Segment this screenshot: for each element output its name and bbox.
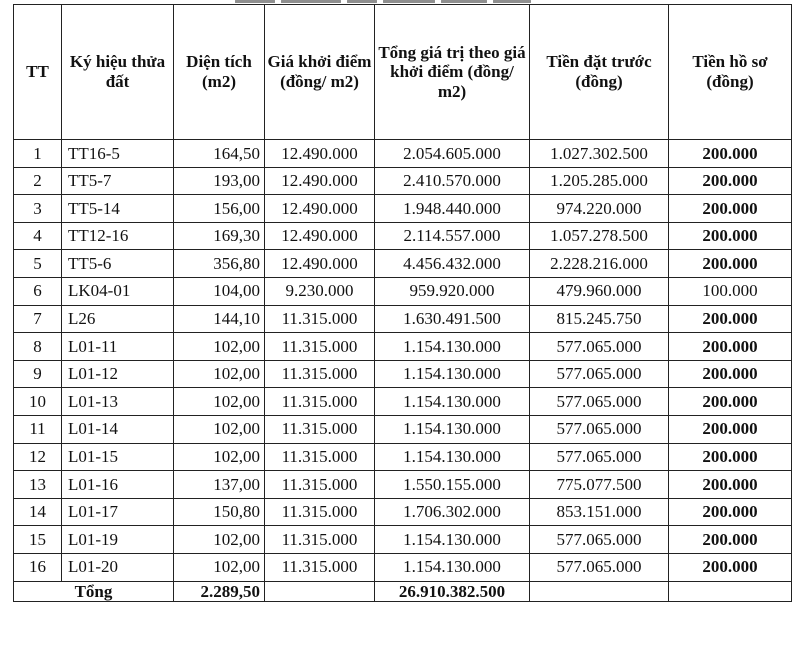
cell-total-value: 2.114.557.000 [375, 222, 530, 250]
cell-tt: 8 [14, 333, 62, 361]
table-row [14, 195, 792, 223]
total-empty-cell [530, 581, 669, 602]
table-row [14, 140, 792, 168]
header-plot-code: Ký hiệu thửa đất [62, 5, 174, 140]
cell-total-value: 1.630.491.500 [375, 305, 530, 333]
table-row [14, 360, 792, 388]
cell-deposit: 577.065.000 [530, 388, 669, 416]
table-row [14, 277, 792, 305]
cell-area: 102,00 [174, 415, 265, 443]
cell-start-price: 12.490.000 [265, 167, 375, 195]
cell-tt: 10 [14, 388, 62, 416]
cell-area: 104,00 [174, 277, 265, 305]
cell-dossier-fee: 100.000 [669, 277, 792, 305]
table-row [14, 526, 792, 554]
cell-start-price: 11.315.000 [265, 526, 375, 554]
cell-start-price: 11.315.000 [265, 305, 375, 333]
cell-deposit: 1.205.285.000 [530, 167, 669, 195]
cell-tt: 1 [14, 140, 62, 168]
cell-total-value: 1.706.302.000 [375, 498, 530, 526]
cell-area: 102,00 [174, 526, 265, 554]
cell-dossier-fee: 200.000 [669, 195, 792, 223]
cell-plot-code: L26 [62, 305, 174, 333]
cell-total-value: 1.154.130.000 [375, 415, 530, 443]
header-start-price: Giá khởi điểm (đồng/ m2) [265, 5, 375, 140]
cell-deposit: 775.077.500 [530, 471, 669, 499]
cell-area: 102,00 [174, 388, 265, 416]
cell-start-price: 11.315.000 [265, 471, 375, 499]
cell-area: 164,50 [174, 140, 265, 168]
cell-total-value: 959.920.000 [375, 277, 530, 305]
cell-plot-code: L01-20 [62, 553, 174, 581]
total-label: Tổng [14, 581, 174, 602]
cell-plot-code: L01-19 [62, 526, 174, 554]
cell-dossier-fee: 200.000 [669, 305, 792, 333]
cell-dossier-fee: 200.000 [669, 553, 792, 581]
cell-tt: 7 [14, 305, 62, 333]
cell-tt: 11 [14, 415, 62, 443]
cell-deposit: 577.065.000 [530, 526, 669, 554]
table-row [14, 250, 792, 278]
cell-plot-code: L01-17 [62, 498, 174, 526]
cell-deposit: 974.220.000 [530, 195, 669, 223]
cell-area: 193,00 [174, 167, 265, 195]
table-header-row [14, 5, 792, 140]
cell-start-price: 11.315.000 [265, 498, 375, 526]
cell-area: 144,10 [174, 305, 265, 333]
cell-dossier-fee: 200.000 [669, 250, 792, 278]
total-empty-cell [265, 581, 375, 602]
cropped-text-above [235, 0, 565, 3]
cell-area: 137,00 [174, 471, 265, 499]
table-row [14, 498, 792, 526]
cell-start-price: 9.230.000 [265, 277, 375, 305]
cell-tt: 9 [14, 360, 62, 388]
cell-deposit: 853.151.000 [530, 498, 669, 526]
cell-deposit: 815.245.750 [530, 305, 669, 333]
total-area: 2.289,50 [174, 581, 265, 602]
table-row [14, 305, 792, 333]
cell-tt: 5 [14, 250, 62, 278]
cell-dossier-fee: 200.000 [669, 140, 792, 168]
cell-tt: 2 [14, 167, 62, 195]
cell-dossier-fee: 200.000 [669, 388, 792, 416]
cell-tt: 14 [14, 498, 62, 526]
cell-plot-code: TT16-5 [62, 140, 174, 168]
table-row [14, 333, 792, 361]
cell-area: 156,00 [174, 195, 265, 223]
cell-total-value: 1.948.440.000 [375, 195, 530, 223]
cell-tt: 6 [14, 277, 62, 305]
cell-tt: 15 [14, 526, 62, 554]
cell-plot-code: L01-12 [62, 360, 174, 388]
cell-start-price: 12.490.000 [265, 222, 375, 250]
cell-total-value: 1.154.130.000 [375, 526, 530, 554]
cell-start-price: 12.490.000 [265, 250, 375, 278]
cell-dossier-fee: 200.000 [669, 360, 792, 388]
table-row [14, 471, 792, 499]
total-empty-cell [669, 581, 792, 602]
cell-deposit: 577.065.000 [530, 443, 669, 471]
cell-dossier-fee: 200.000 [669, 222, 792, 250]
header-dossier-fee: Tiền hồ sơ (đồng) [669, 5, 792, 140]
table-row [14, 415, 792, 443]
cell-dossier-fee: 200.000 [669, 498, 792, 526]
cell-total-value: 2.410.570.000 [375, 167, 530, 195]
cell-tt: 4 [14, 222, 62, 250]
table-row [14, 388, 792, 416]
cell-tt: 13 [14, 471, 62, 499]
header-tt: TT [14, 5, 62, 140]
cell-area: 356,80 [174, 250, 265, 278]
cell-tt: 16 [14, 553, 62, 581]
table-row [14, 443, 792, 471]
cell-tt: 3 [14, 195, 62, 223]
cell-plot-code: L01-11 [62, 333, 174, 361]
cell-total-value: 1.154.130.000 [375, 333, 530, 361]
cell-area: 102,00 [174, 360, 265, 388]
cell-total-value: 4.456.432.000 [375, 250, 530, 278]
cell-deposit: 577.065.000 [530, 415, 669, 443]
land-plot-table [13, 4, 792, 602]
table-body [14, 140, 792, 582]
cell-area: 102,00 [174, 443, 265, 471]
cell-start-price: 11.315.000 [265, 360, 375, 388]
cell-deposit: 577.065.000 [530, 553, 669, 581]
cell-dossier-fee: 200.000 [669, 167, 792, 195]
cell-deposit: 1.057.278.500 [530, 222, 669, 250]
cell-plot-code: L01-16 [62, 471, 174, 499]
cell-plot-code: LK04-01 [62, 277, 174, 305]
cell-total-value: 1.154.130.000 [375, 360, 530, 388]
cell-start-price: 11.315.000 [265, 443, 375, 471]
cell-total-value: 1.154.130.000 [375, 553, 530, 581]
table-row [14, 553, 792, 581]
cell-plot-code: L01-15 [62, 443, 174, 471]
cell-plot-code: TT12-16 [62, 222, 174, 250]
cell-deposit: 479.960.000 [530, 277, 669, 305]
header-area: Diện tích (m2) [174, 5, 265, 140]
cell-area: 102,00 [174, 333, 265, 361]
cell-dossier-fee: 200.000 [669, 333, 792, 361]
cell-deposit: 2.228.216.000 [530, 250, 669, 278]
total-row [14, 581, 792, 602]
cell-deposit: 577.065.000 [530, 360, 669, 388]
cell-area: 150,80 [174, 498, 265, 526]
cell-start-price: 12.490.000 [265, 140, 375, 168]
table-row [14, 222, 792, 250]
cell-plot-code: TT5-14 [62, 195, 174, 223]
cell-start-price: 11.315.000 [265, 333, 375, 361]
total-value: 26.910.382.500 [375, 581, 530, 602]
table-row [14, 167, 792, 195]
cell-tt: 12 [14, 443, 62, 471]
cell-start-price: 11.315.000 [265, 553, 375, 581]
cell-area: 102,00 [174, 553, 265, 581]
cell-start-price: 11.315.000 [265, 388, 375, 416]
cell-dossier-fee: 200.000 [669, 526, 792, 554]
cell-plot-code: L01-13 [62, 388, 174, 416]
cell-start-price: 11.315.000 [265, 415, 375, 443]
cell-plot-code: TT5-7 [62, 167, 174, 195]
cell-total-value: 1.550.155.000 [375, 471, 530, 499]
cell-area: 169,30 [174, 222, 265, 250]
cell-plot-code: TT5-6 [62, 250, 174, 278]
cell-total-value: 2.054.605.000 [375, 140, 530, 168]
header-total-value: Tổng giá trị theo giá khởi điểm (đồng/ m2) [375, 5, 530, 140]
cell-deposit: 1.027.302.500 [530, 140, 669, 168]
cell-total-value: 1.154.130.000 [375, 388, 530, 416]
cell-total-value: 1.154.130.000 [375, 443, 530, 471]
header-deposit: Tiền đặt trước (đồng) [530, 5, 669, 140]
cell-dossier-fee: 200.000 [669, 443, 792, 471]
cell-plot-code: L01-14 [62, 415, 174, 443]
cell-dossier-fee: 200.000 [669, 415, 792, 443]
cell-start-price: 12.490.000 [265, 195, 375, 223]
cell-dossier-fee: 200.000 [669, 471, 792, 499]
cell-deposit: 577.065.000 [530, 333, 669, 361]
